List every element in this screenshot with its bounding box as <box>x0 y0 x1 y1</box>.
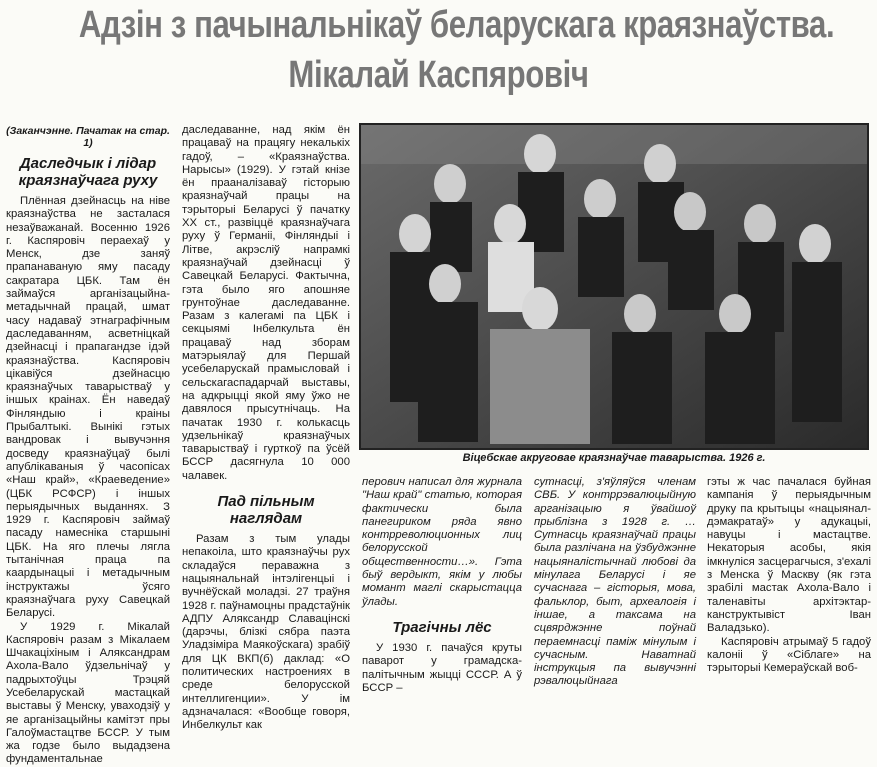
section-heading-researcher: Даследчык і лідар краязнаўчага руху <box>18 155 158 189</box>
paragraph: Разам з тым улады непакоіла, што краязнаўчы рух складаўся пераважна з нацыянальнай інтэлігенцыі і вучнёўскай моладзі. 27 траўня 1928 г. паўнамоцны прадстаўнік АДПУ Аляксандр Славацінскі (дарэчы, блізкі сябра паэта Уладзіміра Маякоўскага) зрабіў для ЦК ВКП(б) даклад: «О политических настроениях в среде белорусской интеллигенции». У ім адзначалася: «Вообще говоря, Инбелкульт как <box>182 533 350 732</box>
paragraph: перович написал для журнала "Наш край" статью, которая фактически была панегириком ряда явно контрреволюционных лиц белорусской общественности…». Гэта быў вердыкт, якім у любы момант маглі скарыстацца ўлады. <box>362 476 522 608</box>
photo-caption: Віцебскае акруговае краязнаўчае таварыства. 1926 г. <box>462 452 766 464</box>
headline-line2: Мікалай Каспяровіч <box>288 54 589 96</box>
group-photo <box>360 124 868 449</box>
paragraph: Каспяровіч атрымаў 5 гадоў калоніі ў «Сіблаге» на тэрыторыі Кемераўскай воб- <box>707 635 871 675</box>
headline-line1: Адзін з пачынальнікаў беларускага краязнаўства. <box>78 4 835 46</box>
continuation-note: (Заканчэнне. Пачатак на стар. 1) <box>6 125 170 149</box>
article-column-1 <box>6 125 170 766</box>
paragraph: гэты ж час пачалася буйная кампанія ў перыядычным друку па крытыцы «нацыянал-дэмакратаў» у адукацыі, навуцы і мастацтве. Некаторыя асобы, якія імкнуліся засцерагчыся, з'ехалі з Менска ў Маскву (як гэта зрабілі мастак Ахола-Вало і таленавіты архітэктар-канструктывіст Іван Валадзько). <box>707 476 871 635</box>
paragraph: У 1930 г. пачаўся круты паварот у грамадска-палітычным жыцці СССР. А ў БССР – <box>362 641 522 694</box>
paragraph: сутнасці, з'яўляўся членам СВБ. У контррэвалюцыйную арганізацыю я ўвайшоў прыблізна з 1928 г. …Сутнасць краязнаўчай працы была разлічана на ўзбуджэнне нацыяналістычнай любові да мінулага Беларусі і яе сучаснага – гісторыя, мова, фальклор, быт, археалогія і іншае, а таксама на сцвярджэнне поўнай пераемнасці паміж мінулым і сучасным. Наватнай інструкцыя па вывучэнні рэвалюцыйнага <box>534 476 696 688</box>
article-column-2 <box>182 124 350 732</box>
section-heading-tragic-fate: Трагічны лёс <box>392 618 492 636</box>
paragraph: Плённая дзейнасць на ніве краязнаўства не засталася незаўважанай. Восенню 1926 г. Каспяровіч пераехаў у Менск, дзе заняў прапанаваную яму пасаду сакратара ЦБК. Там ён займаўся арганізацыйна-метадычнай працай, шмат часу надаваў этнаграфічным даследаванням, асветніцкай дзейнасці і прапагандзе ідэй краязнаўства. Каспяровіч цікавіўся дзейнасцю краязнаўчых таварыстваў у іншых краінах. Ён наведаў Фінляндыю і краіны Прыбалтыкі. Вынікі гэтых вандровак і вывучэння досведу краязнаўцаў былі апублікаваныя ў часопісах «Наш край», «Краеведение» (ЦБК РСФСР) і іншых перыядычных выданнях. З 1929 г. Каспяровіч займаў пасаду намесніка старшыні ЦБК. На яго плечы лягла тытанічная праца па каардынацыі і метадычным інструктажы ўсяго краязнаўчага руху Савецкай Беларусі. <box>6 195 170 620</box>
article-column-5 <box>707 476 871 675</box>
paragraph: даследаванне, над якім ён працаваў на працягу некалькіх гадоў, – «Краязнаўства. Нарысы» (1929). У гэтай кнізе ён прааналізаваў гісторыю краязнаўчай працы на тэрыторыі Беларусі ў пачатку XX ст., развіццё краязнаўчага руху ў Германіі, Фінляндыі і Літве, акрэсліў напрамкі краязнаўчай дзейнасці ў Савецкай Беларусі. Фактычна, гэта было яго апошняе грунтоўнае даследаванне. Разам з калегамі па ЦБК і секцыямі Інбелкульта ён працаваў над зборам матэрыялаў для Першай усебеларускай прамысловай і сельскагаспадарчай выставы, на адкрыцці якой яму ўжо не давялося прысутнічаць. На пачатак 1930 г. колькасць удзельнікаў краязнаўчых таварыстваў і гурткоў па ўсёй БССР дасягнула 10 000 чалавек. <box>182 124 350 482</box>
article-column-4 <box>534 476 696 688</box>
article-column-3 <box>362 476 522 694</box>
section-heading-surveillance: Пад пільным наглядам <box>217 493 315 528</box>
paragraph: У 1929 г. Мікалай Каспяровіч разам з Мікалаем Шчакаціхіным і Аляксандрам Ахола-Вало ўдзельнічаў у падрыхтоўцы Трэцяй Усебеларускай мастацкай выставы ў Менску, уваходзіў у яе арганізацыйны камітэт пры Галоўмастацтве БССР. У тым жа годзе было выдадзена фундаментальнае <box>6 620 170 766</box>
